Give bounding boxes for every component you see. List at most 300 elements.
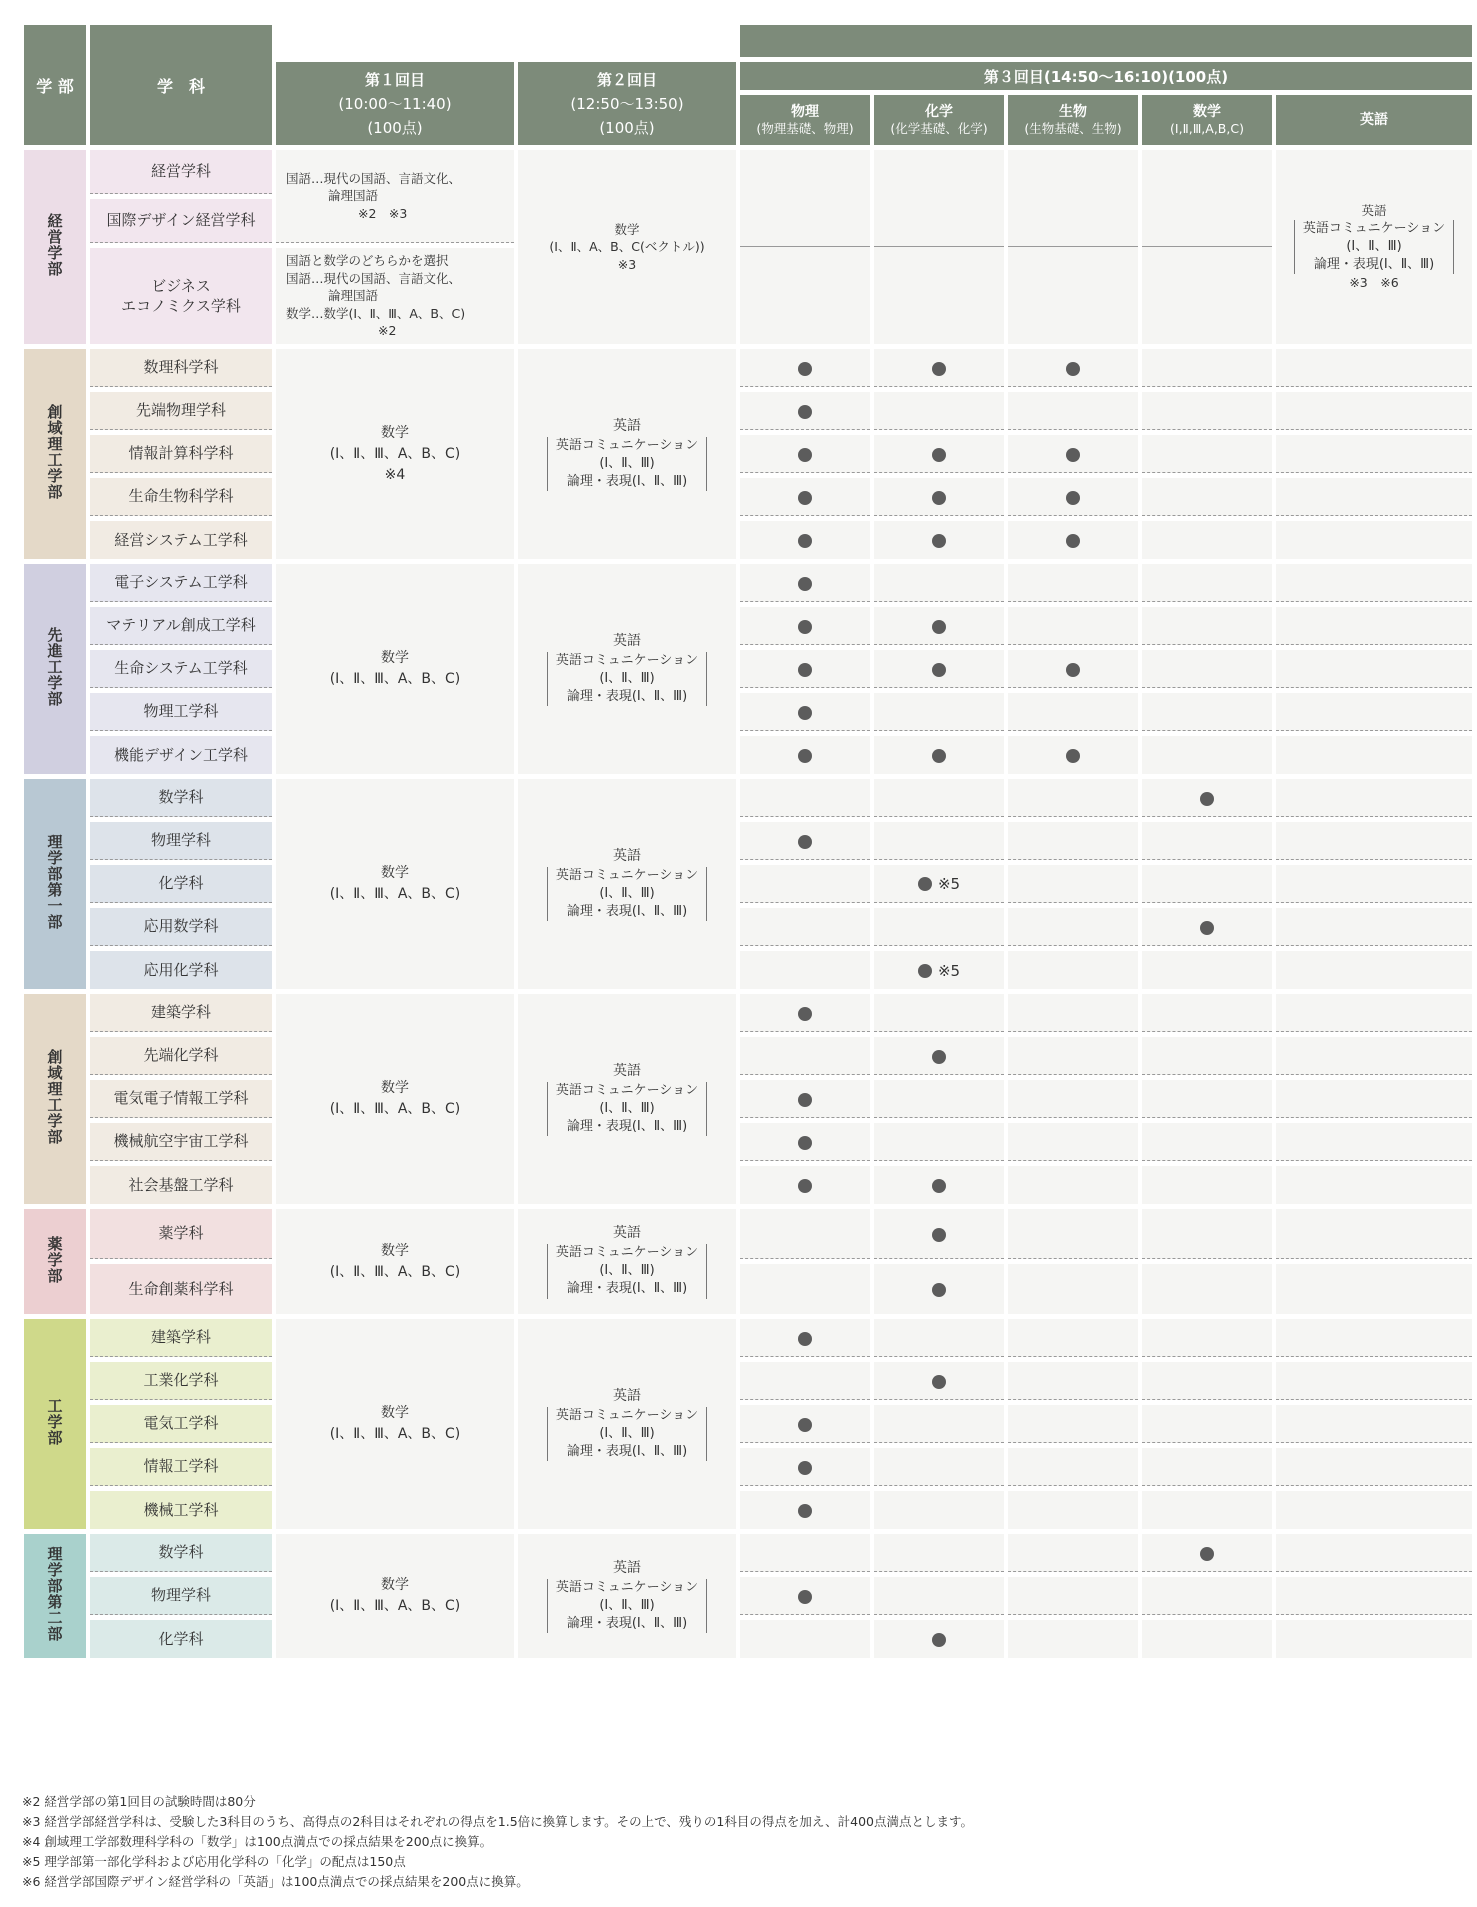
subject-cell bbox=[1276, 693, 1472, 731]
dept-name: 建築学科 bbox=[150, 1328, 211, 1347]
dept-name: 薬学科 bbox=[158, 1224, 204, 1243]
round1-cell bbox=[276, 248, 514, 344]
note-ref: ※3 ※6 bbox=[1349, 275, 1399, 291]
dept-cell bbox=[90, 822, 272, 860]
required-dot-icon bbox=[798, 362, 812, 376]
subject-cell bbox=[740, 1319, 870, 1357]
dept-name: 社会基盤工学科 bbox=[128, 1175, 234, 1194]
footnote: ※5 理学部第一部化学科および応用化学科の「化学」の配点は150点 bbox=[22, 1854, 406, 1869]
text: 数学 bbox=[381, 1080, 409, 1096]
table-row bbox=[24, 1620, 1472, 1658]
text: 論理・表現(Ⅰ、Ⅱ、Ⅲ) bbox=[566, 903, 688, 919]
table-row bbox=[24, 1405, 1472, 1443]
dept-name: 生命システム工学科 bbox=[114, 659, 248, 678]
table-row bbox=[24, 1123, 1472, 1161]
required-dot-icon bbox=[798, 534, 812, 548]
round1-cell bbox=[276, 779, 514, 989]
subject-cell bbox=[1008, 1405, 1138, 1443]
round1-cell bbox=[276, 1534, 514, 1658]
dept-name: 経営学科 bbox=[150, 162, 211, 181]
subject-cell bbox=[740, 779, 870, 817]
subject-cell bbox=[740, 865, 870, 903]
text: 英語 bbox=[613, 1559, 641, 1576]
dept-name: マテリアル創成工学科 bbox=[106, 616, 256, 635]
table-row bbox=[24, 736, 1472, 774]
text: 英語 bbox=[613, 417, 641, 434]
faculty-cell bbox=[24, 349, 86, 559]
text: 数学 bbox=[381, 424, 409, 441]
subject-cell bbox=[1008, 1577, 1138, 1615]
subject-cell bbox=[874, 1166, 1004, 1204]
faculty-cell bbox=[24, 994, 86, 1204]
round2-cell bbox=[518, 1209, 736, 1314]
faculty-name: 薬学部 bbox=[45, 1235, 64, 1284]
text: 論理・表現(Ⅰ、Ⅱ、Ⅲ) bbox=[566, 1443, 688, 1459]
table-row bbox=[24, 521, 1472, 559]
table-row bbox=[24, 564, 1472, 602]
subject-cell bbox=[874, 1620, 1004, 1658]
faculty-name: 先進工学部 bbox=[45, 627, 64, 707]
round2-cell bbox=[518, 1534, 736, 1658]
subject-cell bbox=[1276, 1209, 1472, 1259]
dept-cell bbox=[90, 951, 272, 989]
subject-cell bbox=[874, 1577, 1004, 1615]
subject-cell bbox=[1008, 435, 1138, 473]
subject-name: 数学 bbox=[1193, 103, 1221, 120]
required-dot-icon bbox=[798, 491, 812, 505]
text: 数学 bbox=[381, 1405, 409, 1421]
subject-col-header bbox=[1142, 95, 1272, 145]
text: 英語 bbox=[613, 1225, 641, 1242]
text: 論理・表現(Ⅰ、Ⅱ、Ⅲ) bbox=[1313, 257, 1435, 273]
subject-cell bbox=[874, 994, 1004, 1032]
text: 英語コミュニケーション bbox=[555, 1407, 699, 1423]
text: 論理・表現(Ⅰ、Ⅱ、Ⅲ) bbox=[566, 1118, 688, 1134]
subject-cell bbox=[740, 994, 870, 1032]
subject-cell bbox=[1008, 1620, 1138, 1658]
footnote: ※6 経営学部国際デザイン経営学科の「英語」は100点満点での採点結果を200点に換算。 bbox=[22, 1874, 529, 1889]
subject-cell bbox=[1276, 435, 1472, 473]
dept-name: 物理学科 bbox=[150, 831, 211, 850]
subject-cell bbox=[1008, 1448, 1138, 1486]
subject-cell bbox=[1142, 1362, 1272, 1400]
text: 論理国語 bbox=[328, 288, 379, 304]
subject-cell bbox=[874, 822, 1004, 860]
subject-cell bbox=[1276, 951, 1472, 989]
subject-cell bbox=[1008, 607, 1138, 645]
subject-cell bbox=[1008, 1037, 1138, 1075]
dept-cell bbox=[90, 908, 272, 946]
required-dot-icon bbox=[932, 749, 946, 763]
subject-cell bbox=[1276, 994, 1472, 1032]
text: 論理国語 bbox=[328, 188, 379, 204]
required-dot-icon bbox=[932, 620, 946, 634]
dept-name: 建築学科 bbox=[150, 1003, 211, 1022]
required-dot-icon bbox=[932, 1633, 946, 1647]
subject-cell bbox=[1008, 521, 1138, 559]
text: 英語 bbox=[1361, 203, 1387, 219]
subject-cell bbox=[1008, 951, 1138, 989]
text: 英語コミュニケーション bbox=[555, 1245, 699, 1261]
table-row bbox=[24, 1166, 1472, 1204]
text: (Ⅰ、Ⅱ、Ⅲ、A、B、C) bbox=[329, 1426, 461, 1442]
subject-cell bbox=[1142, 1037, 1272, 1075]
table-row bbox=[24, 693, 1472, 731]
table-row bbox=[24, 349, 1472, 387]
text: 論理・表現(Ⅰ、Ⅱ、Ⅲ) bbox=[566, 1281, 688, 1297]
subject-cell bbox=[874, 736, 1004, 774]
dept-cell bbox=[90, 521, 272, 559]
subject-cell bbox=[1008, 1209, 1138, 1259]
faculty-name: 経営学部 bbox=[45, 213, 64, 277]
subject-col-header bbox=[1276, 95, 1472, 145]
text: (Ⅰ、Ⅱ、Ⅲ、A、B、C) bbox=[329, 886, 461, 902]
required-dot-icon bbox=[798, 1136, 812, 1150]
dept-name: 国際デザイン経営学科 bbox=[106, 211, 256, 230]
subject-cell bbox=[1142, 521, 1272, 559]
required-dot-icon bbox=[798, 577, 812, 591]
subject-cell bbox=[1142, 908, 1272, 946]
subject-cell bbox=[1142, 564, 1272, 602]
subject-cell bbox=[1276, 1620, 1472, 1658]
subject-cell bbox=[874, 1362, 1004, 1400]
subject-col-header bbox=[740, 95, 870, 145]
text: 英語コミュニケーション bbox=[555, 652, 699, 668]
required-dot-icon bbox=[798, 749, 812, 763]
subject-cell bbox=[874, 1123, 1004, 1161]
subject-cell bbox=[1276, 392, 1472, 430]
text: 数学 bbox=[381, 650, 409, 666]
english-subjects bbox=[547, 652, 707, 707]
subject-cell bbox=[1142, 1491, 1272, 1529]
round2-cell bbox=[518, 564, 736, 774]
subject-cell bbox=[874, 564, 1004, 602]
table-row bbox=[24, 1037, 1472, 1075]
subject-cell bbox=[1142, 865, 1272, 903]
round1-cell bbox=[276, 150, 514, 243]
round2-cell bbox=[518, 150, 736, 344]
subject-cell bbox=[740, 478, 870, 516]
faculty-cell bbox=[24, 564, 86, 774]
text: 数学…数学(Ⅰ、Ⅱ、Ⅲ、A、B、C) bbox=[286, 305, 466, 321]
required-dot-icon bbox=[1200, 1547, 1214, 1561]
dept-name: 数理科学科 bbox=[143, 358, 219, 377]
subject-cell bbox=[740, 908, 870, 946]
subject-cell bbox=[874, 693, 1004, 731]
subject-cell bbox=[740, 1362, 870, 1400]
dept-cell bbox=[90, 693, 272, 731]
dept-name: 化学科 bbox=[158, 1629, 204, 1648]
required-dot-icon bbox=[932, 1179, 946, 1193]
required-dot-icon bbox=[798, 663, 812, 677]
subject-cell bbox=[874, 521, 1004, 559]
faculty-name: 理学部第二部 bbox=[45, 1546, 64, 1642]
dept-name: 情報計算科学科 bbox=[128, 444, 234, 463]
required-dot-icon bbox=[932, 1283, 946, 1297]
note-ref: ※2 ※3 bbox=[358, 205, 408, 221]
dept-cell bbox=[90, 564, 272, 602]
subject-cell bbox=[740, 1123, 870, 1161]
subject-cell bbox=[740, 349, 870, 387]
dept-name: 経営システム工学科 bbox=[114, 530, 248, 549]
subject-cell bbox=[1276, 779, 1472, 817]
subject-name: 生物 bbox=[1059, 103, 1087, 120]
required-dot-icon bbox=[1066, 491, 1080, 505]
subject-cell bbox=[1276, 1448, 1472, 1486]
subject-cell bbox=[1276, 564, 1472, 602]
text: (Ⅰ、Ⅱ、Ⅲ) bbox=[599, 1425, 655, 1441]
subject-cell bbox=[1276, 1491, 1472, 1529]
subject-cell bbox=[1276, 1577, 1472, 1615]
subjects-header: 試験科目＊ bbox=[740, 25, 1472, 57]
dept-cell bbox=[90, 1123, 272, 1161]
faculty-name: 工学部 bbox=[45, 1398, 64, 1446]
subject-cell bbox=[1008, 392, 1138, 430]
table-row bbox=[24, 994, 1472, 1032]
dept-name: 応用数学科 bbox=[143, 917, 219, 936]
required-dot-icon bbox=[798, 1093, 812, 1107]
text: 国語…現代の国語、言語文化、 bbox=[286, 170, 462, 186]
subject-cell bbox=[740, 1264, 870, 1314]
table-row bbox=[24, 478, 1472, 516]
table-row bbox=[24, 908, 1472, 946]
dept-header: 学 科 bbox=[90, 25, 272, 145]
required-dot-icon bbox=[798, 1179, 812, 1193]
text: 数学 bbox=[381, 865, 409, 881]
required-dot-icon bbox=[1066, 534, 1080, 548]
subject-cell bbox=[1276, 1166, 1472, 1204]
subject-cell bbox=[1142, 1264, 1272, 1314]
text: 数学 bbox=[614, 221, 640, 237]
subject-cell bbox=[874, 951, 1004, 989]
subject-cell bbox=[740, 1080, 870, 1118]
subject-col-header bbox=[1008, 95, 1138, 145]
subject-cell bbox=[1142, 392, 1272, 430]
note-ref: ※2 bbox=[378, 323, 397, 339]
table-row bbox=[24, 951, 1472, 989]
subject-cell bbox=[1008, 1080, 1138, 1118]
required-dot-icon bbox=[932, 534, 946, 548]
round1-cell bbox=[276, 1319, 514, 1529]
subject-cell bbox=[1008, 478, 1138, 516]
english-subjects bbox=[547, 1244, 707, 1299]
subject-cell bbox=[1276, 1037, 1472, 1075]
subject-range: (物理基礎、物理) bbox=[756, 120, 854, 136]
subject-name: 物理 bbox=[791, 103, 819, 120]
required-dot-icon bbox=[798, 1332, 812, 1346]
table-row bbox=[24, 1448, 1472, 1486]
round1-cell bbox=[276, 1209, 514, 1314]
subject-cell bbox=[874, 1209, 1004, 1259]
text: (Ⅰ、Ⅱ、Ⅲ、A、B、C) bbox=[329, 1263, 461, 1280]
subject-col-header bbox=[874, 95, 1004, 145]
english-subjects bbox=[1294, 220, 1454, 275]
dept-cell bbox=[90, 478, 272, 516]
subject-cell bbox=[1276, 1080, 1472, 1118]
dept-name: 機械航空宇宙工学科 bbox=[113, 1132, 249, 1151]
subject-cell bbox=[740, 736, 870, 774]
subject-cell bbox=[1008, 693, 1138, 731]
text: 論理・表現(Ⅰ、Ⅱ、Ⅲ) bbox=[566, 473, 688, 489]
subject-cell bbox=[874, 1491, 1004, 1529]
required-dot-icon bbox=[918, 964, 932, 978]
table-row bbox=[24, 392, 1472, 430]
dept-cell bbox=[90, 1491, 272, 1529]
subject-cell bbox=[740, 693, 870, 731]
dept-cell bbox=[90, 1448, 272, 1486]
subject-cell bbox=[1276, 521, 1472, 559]
required-dot-icon bbox=[798, 1461, 812, 1475]
text: (Ⅰ、Ⅱ、Ⅲ、A、B、C) bbox=[329, 445, 461, 462]
round1-header: 第１回目 (10:00～11:40) (100点) bbox=[276, 62, 514, 145]
dept-cell bbox=[90, 1319, 272, 1357]
subject-cell bbox=[874, 1264, 1004, 1314]
subject-cell bbox=[874, 607, 1004, 645]
faculty-cell bbox=[24, 1319, 86, 1529]
subject-cell bbox=[1276, 1534, 1472, 1572]
subject-cell bbox=[1142, 349, 1272, 387]
subject-cell bbox=[1142, 779, 1272, 817]
dept-cell bbox=[90, 150, 272, 194]
dept-name: 先端物理学科 bbox=[135, 401, 226, 420]
dept-name: 生命創薬科学科 bbox=[128, 1279, 234, 1298]
subject-cell bbox=[1142, 1534, 1272, 1572]
dept-name: エコノミクス学科 bbox=[121, 297, 241, 315]
text: 英語コミュニケーション bbox=[1302, 220, 1446, 236]
subject-cell bbox=[1142, 650, 1272, 688]
dept-cell bbox=[90, 1080, 272, 1118]
subject-cell bbox=[1142, 1166, 1272, 1204]
faculty-name: 創域理工学部 bbox=[45, 1049, 64, 1145]
dept-cell bbox=[90, 349, 272, 387]
subject-cell bbox=[740, 435, 870, 473]
subject-cell bbox=[1008, 564, 1138, 602]
text: 国語と数学のどちらかを選択 bbox=[286, 253, 449, 269]
subject-cell bbox=[1142, 994, 1272, 1032]
subject-cell bbox=[874, 1319, 1004, 1357]
dept-name: 応用化学科 bbox=[143, 960, 219, 979]
subject-range: (化学基礎、化学) bbox=[890, 120, 988, 136]
subject-cell bbox=[874, 478, 1004, 516]
required-dot-icon bbox=[932, 362, 946, 376]
subject-cell bbox=[1008, 1123, 1138, 1161]
dept-cell bbox=[90, 1166, 272, 1204]
exam-subject-table bbox=[20, 20, 1476, 1663]
english-cell bbox=[1276, 150, 1472, 344]
text: 英語コミュニケーション bbox=[555, 437, 699, 453]
round2-header: 第２回目 (12:50～13:50) (100点) bbox=[518, 62, 736, 145]
text: (Ⅰ、Ⅱ、A、B、C(ベクトル)) bbox=[549, 239, 705, 255]
subject-cell bbox=[1008, 1166, 1138, 1204]
required-dot-icon bbox=[932, 1050, 946, 1064]
subject-cell bbox=[1276, 650, 1472, 688]
english-subjects bbox=[547, 1082, 707, 1137]
subject-cell bbox=[874, 392, 1004, 430]
dept-cell bbox=[90, 199, 272, 243]
subject-cell bbox=[1276, 1405, 1472, 1443]
required-dot-icon bbox=[1200, 921, 1214, 935]
subject-cell bbox=[874, 1534, 1004, 1572]
subject-cell bbox=[874, 865, 1004, 903]
table-row bbox=[24, 865, 1472, 903]
dept-cell bbox=[90, 994, 272, 1032]
subject-cell bbox=[874, 1448, 1004, 1486]
dept-name: 数学科 bbox=[158, 788, 204, 807]
subject-cell bbox=[1008, 908, 1138, 946]
dept-cell bbox=[90, 1620, 272, 1658]
subject-cell bbox=[1276, 1264, 1472, 1314]
required-dot-icon bbox=[798, 1007, 812, 1021]
faculty-cell bbox=[24, 1209, 86, 1314]
subject-cell bbox=[874, 779, 1004, 817]
subject-cell bbox=[1008, 779, 1138, 817]
subject-cell bbox=[1276, 736, 1472, 774]
subject-cell bbox=[874, 349, 1004, 387]
table-row bbox=[24, 822, 1472, 860]
subject-cell bbox=[1008, 650, 1138, 688]
text: (Ⅰ、Ⅱ、Ⅲ) bbox=[599, 670, 655, 686]
required-dot-icon bbox=[1066, 749, 1080, 763]
dept-name: 化学科 bbox=[158, 874, 204, 893]
text: 数学 bbox=[381, 1242, 409, 1259]
table-row bbox=[24, 435, 1472, 473]
text: (Ⅰ、Ⅱ、Ⅲ) bbox=[599, 455, 655, 471]
text: 国語…現代の国語、言語文化、 bbox=[286, 270, 462, 286]
dept-cell bbox=[90, 1037, 272, 1075]
required-dot-icon bbox=[918, 877, 932, 891]
text: (Ⅰ、Ⅱ、Ⅲ) bbox=[599, 1263, 655, 1279]
required-dot-icon bbox=[932, 1228, 946, 1242]
dept-name: 数学科 bbox=[158, 1543, 204, 1562]
dept-name: 機械工学科 bbox=[143, 1500, 219, 1519]
dept-name: 電子システム工学科 bbox=[114, 573, 248, 592]
faculty-cell bbox=[24, 1534, 86, 1658]
faculty-cell bbox=[24, 779, 86, 989]
subject-cell bbox=[1008, 1491, 1138, 1529]
required-dot-icon bbox=[1066, 448, 1080, 462]
subject-cell bbox=[1142, 1577, 1272, 1615]
subject-cell bbox=[740, 1405, 870, 1443]
subject-cell bbox=[1276, 822, 1472, 860]
text: (Ⅰ、Ⅱ、Ⅲ、A、B、C) bbox=[329, 1598, 461, 1614]
faculty-name: 理学部第一部 bbox=[45, 834, 64, 930]
required-dot-icon bbox=[932, 448, 946, 462]
table-row bbox=[24, 1080, 1472, 1118]
subject-range: (Ⅰ,Ⅱ,Ⅲ,A,B,C) bbox=[1170, 120, 1244, 136]
subject-cell bbox=[1142, 1405, 1272, 1443]
subject-cell bbox=[740, 564, 870, 602]
text: (Ⅰ、Ⅱ、Ⅲ) bbox=[599, 1597, 655, 1613]
round1-cell bbox=[276, 994, 514, 1204]
text: 数学 bbox=[381, 1577, 409, 1593]
text: 英語 bbox=[613, 1062, 641, 1079]
table-row bbox=[24, 1491, 1472, 1529]
english-subjects bbox=[547, 867, 707, 922]
subject-cell bbox=[740, 951, 870, 989]
footnotes bbox=[22, 1792, 973, 1892]
subject-cell bbox=[1142, 1123, 1272, 1161]
subject-cell bbox=[1142, 736, 1272, 774]
subject-cell bbox=[740, 392, 870, 430]
subject-cell bbox=[1008, 1319, 1138, 1357]
subject-cell bbox=[740, 1534, 870, 1572]
subject-cell bbox=[1276, 478, 1472, 516]
dept-name: 生命生物科学科 bbox=[128, 487, 234, 506]
subject-name: 化学 bbox=[925, 103, 953, 120]
subject-cell bbox=[1142, 435, 1272, 473]
footnote: ※4 創域理工学部数理科学科の「数学」は100点満点での採点結果を200点に換算。 bbox=[22, 1834, 493, 1849]
text: (Ⅰ、Ⅱ、Ⅲ) bbox=[599, 885, 655, 901]
